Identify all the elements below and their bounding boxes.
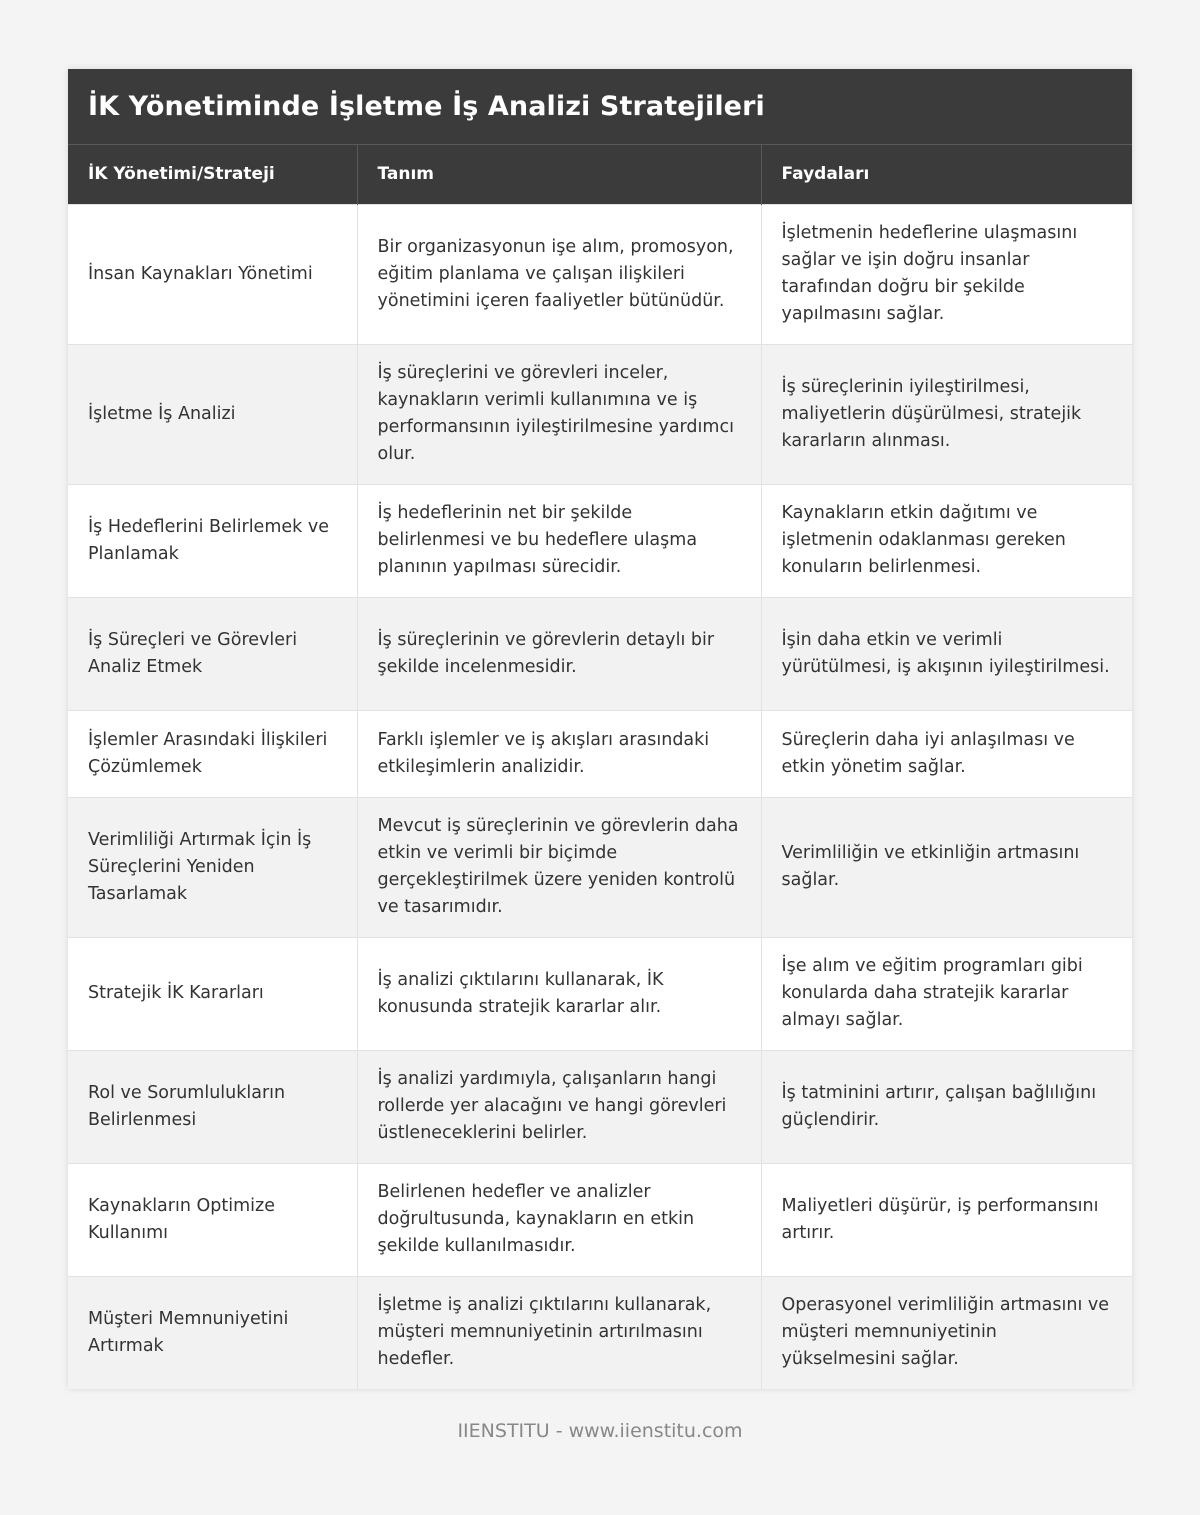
header-row <box>68 145 1132 204</box>
cell-strategy: İnsan Kaynakları Yönetimi <box>68 204 357 344</box>
cell-strategy: Kaynakların Optimize Kullanımı <box>68 1163 357 1276</box>
cell-benefits: İşe alım ve eğitim programları gibi konularda daha stratejik kararlar almayı sağlar. <box>761 937 1132 1050</box>
cell-definition: Belirlenen hedefler ve analizler doğrultusunda, kaynakların en etkin şekilde kullanılmasıdır. <box>357 1163 761 1276</box>
table-row <box>68 1163 1132 1276</box>
footer-credit: IIENSTITU - www.iienstitu.com <box>457 1420 743 1442</box>
cell-definition: İş analizi yardımıyla, çalışanların hangi rollerde yer alacağını ve hangi görevleri üstleneceklerini belirler. <box>357 1050 761 1163</box>
table-row <box>68 1276 1132 1389</box>
cell-strategy: İş Süreçleri ve Görevleri Analiz Etmek <box>68 597 357 710</box>
table-row <box>68 1050 1132 1163</box>
cell-strategy: Stratejik İK Kararları <box>68 937 357 1050</box>
table-row <box>68 204 1132 344</box>
cell-benefits: Verimliliğin ve etkinliğin artmasını sağlar. <box>761 797 1132 937</box>
cell-benefits: İşletmenin hedeflerine ulaşmasını sağlar ve işin doğru insanlar tarafından doğru bir şekilde yapılmasını sağlar. <box>761 204 1132 344</box>
cell-benefits: İşin daha etkin ve verimli yürütülmesi, iş akışının iyileştirilmesi. <box>761 597 1132 710</box>
cell-definition: Bir organizasyonun işe alım, promosyon, eğitim planlama ve çalışan ilişkileri yönetimini içeren faaliyetler bütünüdür. <box>357 204 761 344</box>
title-bar <box>68 69 1132 145</box>
cell-benefits: Süreçlerin daha iyi anlaşılması ve etkin yönetim sağlar. <box>761 710 1132 797</box>
cell-strategy: Verimliliği Artırmak İçin İş Süreçlerini Yeniden Tasarlamak <box>68 797 357 937</box>
column-header-definition: Tanım <box>357 145 761 204</box>
table-row <box>68 484 1132 597</box>
cell-strategy: İşlemler Arasındaki İlişkileri Çözümlemek <box>68 710 357 797</box>
cell-benefits: İş tatminini artırır, çalışan bağlılığını güçlendirir. <box>761 1050 1132 1163</box>
cell-strategy: İş Hedeflerini Belirlemek ve Planlamak <box>68 484 357 597</box>
cell-benefits: Kaynakların etkin dağıtımı ve işletmenin odaklanması gereken konuların belirlenmesi. <box>761 484 1132 597</box>
cell-definition: İş hedeflerinin net bir şekilde belirlenmesi ve bu hedeflere ulaşma planının yapılması sürecidir. <box>357 484 761 597</box>
table-row <box>68 797 1132 937</box>
cell-definition: Mevcut iş süreçlerinin ve görevlerin daha etkin ve verimli bir biçimde gerçekleştirilmek üzere yeniden kontrolü ve tasarımıdır. <box>357 797 761 937</box>
table-row <box>68 710 1132 797</box>
cell-strategy: Rol ve Sorumlulukların Belirlenmesi <box>68 1050 357 1163</box>
strategy-table <box>68 145 1132 1389</box>
table-row <box>68 344 1132 484</box>
table-row <box>68 597 1132 710</box>
cell-strategy: Müşteri Memnuniyetini Artırmak <box>68 1276 357 1389</box>
cell-benefits: Maliyetleri düşürür, iş performansını artırır. <box>761 1163 1132 1276</box>
table-card <box>68 69 1132 1389</box>
cell-benefits: Operasyonel verimliliğin artmasını ve müşteri memnuniyetinin yükselmesini sağlar. <box>761 1276 1132 1389</box>
cell-definition: İşletme iş analizi çıktılarını kullanarak, müşteri memnuniyetinin artırılmasını hedefler. <box>357 1276 761 1389</box>
column-header-strategy: İK Yönetimi/Strateji <box>68 145 357 204</box>
cell-definition: İş süreçlerini ve görevleri inceler, kaynakların verimli kullanımına ve iş performansının iyileştirilmesine yardımcı olur. <box>357 344 761 484</box>
page-title: İK Yönetiminde İşletme İş Analizi Stratejileri <box>88 91 765 122</box>
cell-strategy: İşletme İş Analizi <box>68 344 357 484</box>
table-row <box>68 937 1132 1050</box>
column-header-benefits: Faydaları <box>761 145 1132 204</box>
cell-definition: İş analizi çıktılarını kullanarak, İK konusunda stratejik kararlar alır. <box>357 937 761 1050</box>
cell-benefits: İş süreçlerinin iyileştirilmesi, maliyetlerin düşürülmesi, stratejik kararların alınması. <box>761 344 1132 484</box>
cell-definition: İş süreçlerinin ve görevlerin detaylı bir şekilde incelenmesidir. <box>357 597 761 710</box>
cell-definition: Farklı işlemler ve iş akışları arasındaki etkileşimlerin analizidir. <box>357 710 761 797</box>
